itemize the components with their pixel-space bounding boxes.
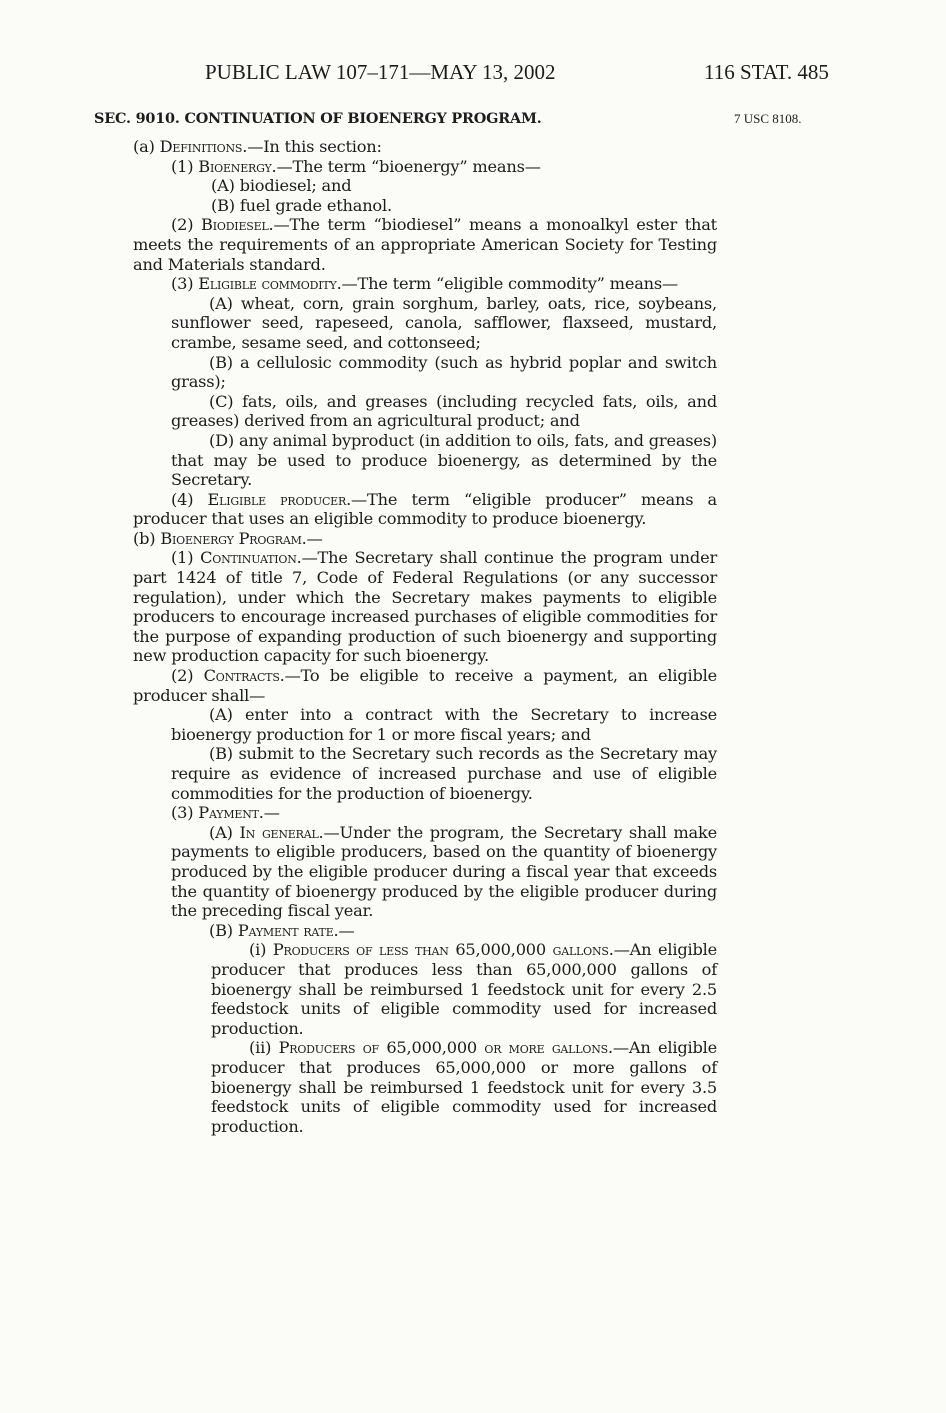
subsection-b-text: —: [306, 528, 323, 548]
paragraph-b3-B-ii: [133, 1038, 717, 1136]
paragraph-a4-label: (4): [171, 489, 208, 509]
paragraph-b2: [133, 666, 717, 705]
paragraph-a3-A: (A) wheat, corn, grain sorghum, barley, oats, rice, soybeans, sunflower seed, rapeseed, canola, safflower, flaxseed, mustard, crambe, sesame seed, and cottonseed;: [171, 293, 717, 352]
paragraph-b3-B-heading: Payment rate.: [237, 920, 339, 940]
paragraph-b3-B-ii-text: —An eligible producer that produces 65,000,000 or more gallons of bioenergy shall be reimbursed 1 feedstock unit for every 3.5 feedstock units of eligible commodity used for increased production.: [211, 1038, 717, 1136]
paragraph-a2-text: —The term “biodiesel” means a monoalkyl ester that meets the requirements of an appropriate American Society for Testing and Materials standard.: [133, 215, 717, 274]
paragraph-b1: [133, 548, 717, 666]
subsection-a-text: —In this section:: [247, 137, 382, 156]
public-law-citation: PUBLIC LAW 107–171—MAY 13, 2002: [205, 60, 556, 84]
paragraph-b3-A: [133, 823, 717, 921]
paragraph-a1-A: (A) biodiesel; and: [211, 176, 352, 196]
paragraph-a2: [133, 215, 717, 274]
usc-margin-note: 7 USC 8108.: [734, 111, 802, 126]
paragraph-a3-label: (3): [171, 274, 199, 294]
paragraph-a3-D: (D) any animal byproduct (in addition to oils, fats, and greases) that may be used to produce bioenergy, as determined by the Secretary.: [171, 430, 717, 490]
paragraph-b3-A-heading: In general.: [239, 822, 324, 842]
paragraph-b3-B-i-text: —An eligible producer that produces less than 65,000,000 gallons of bioenergy shall be reimbursed 1 feedstock unit for every 2.5 feedstock units of eligible commodity used for increased production.: [211, 940, 717, 1038]
paragraph-a1-text: —The term “bioenergy” means—: [276, 156, 541, 176]
paragraph-b3-heading: Payment.: [198, 803, 264, 823]
subsection-a: [133, 137, 717, 157]
paragraph-b3-B-ii-heading: Producers of 65,000,000 or more gallons.: [278, 1038, 613, 1058]
page-header: [0, 60, 946, 90]
subsection-b-heading: Bioenergy Program.: [160, 528, 307, 548]
paragraph-b1-heading: Continuation.: [200, 548, 302, 568]
paragraph-a2-heading: Biodiesel.: [201, 215, 274, 235]
paragraph-b3-label: (3): [171, 803, 199, 823]
paragraph-a1-heading: Bioenergy.: [198, 156, 277, 176]
paragraph-b2-heading: Contracts.: [203, 666, 285, 686]
statute-page-number: 116 STAT. 485: [704, 60, 829, 84]
section-body: [133, 137, 717, 1136]
subsection-b: [133, 529, 717, 549]
paragraph-a3: [133, 274, 717, 294]
paragraph-b2-text: —To be eligible to receive a payment, an eligible producer shall—: [133, 666, 717, 705]
paragraph-a3-heading: Eligible commodity.: [198, 274, 342, 294]
paragraph-b3-A-label: (A): [209, 822, 240, 842]
paragraph-a2-label: (2): [171, 215, 202, 235]
paragraph-a1-label: (1): [171, 156, 199, 176]
paragraph-b3-B-i: [133, 940, 717, 1038]
paragraph-b2-B: (B) submit to the Secretary such records as the Secretary may require as evidence of increased purchase and use of eligible commodities for the production of bioenergy.: [171, 744, 717, 803]
paragraph-a4-heading: Eligible producer.: [207, 489, 352, 509]
section-heading-row: [94, 110, 854, 134]
paragraph-a1-B: (B) fuel grade ethanol.: [211, 195, 392, 215]
subsection-a-label: (a): [133, 137, 160, 156]
paragraph-a3-text: —The term “eligible commodity” means—: [341, 274, 678, 294]
paragraph-b3-text: —: [263, 803, 280, 823]
paragraph-a4: [133, 490, 717, 529]
paragraph-b3: [133, 803, 717, 823]
paragraph-b3-A-text: —Under the program, the Secretary shall make payments to eligible producers, based on the quantity of bioenergy produced by the eligible producer during a fiscal year that exceeds the quantity of bioenergy produced by the eligible producer during the preceding fiscal year.: [171, 822, 718, 921]
paragraph-b3-B-label: (B): [209, 920, 238, 940]
subsection-a-heading: Definitions.: [159, 137, 248, 156]
paragraph-a3-B: (B) a cellulosic commodity (such as hybrid poplar and switch grass);: [171, 352, 717, 392]
paragraph-a4-text: —The term “eligible producer” means a producer that uses an eligible commodity to produce bioenergy.: [133, 489, 717, 529]
paragraph-b2-label: (2): [171, 666, 204, 686]
subsection-b-label: (b): [133, 528, 161, 548]
paragraph-b3-B-i-label: (i): [249, 940, 273, 960]
paragraph-a3-C: (C) fats, oils, and greases (including recycled fats, oils, and greases) derived from an agricultural product; and: [171, 391, 717, 431]
paragraph-b3-B-ii-label: (ii): [249, 1038, 279, 1058]
paragraph-b3-B-i-heading: Producers of less than 65,000,000 gallons.: [272, 940, 614, 960]
paragraph-b3-B-text: —: [338, 920, 355, 940]
paragraph-b1-text: —The Secretary shall continue the program under part 1424 of title 7, Code of Federal Regulations (or any successor regulation), under which the Secretary makes payments to eligible producers to encourage increased purchases of eligible commodities for the purpose of expanding production of such bioenergy and supporting new production capacity for such bioenergy.: [133, 548, 717, 666]
paragraph-b1-label: (1): [171, 548, 201, 568]
paragraph-a1: [133, 157, 717, 177]
section-title: SEC. 9010. CONTINUATION OF BIOENERGY PROGRAM.: [94, 110, 542, 127]
paragraph-b2-A: (A) enter into a contract with the Secretary to increase bioenergy production for 1 or more fiscal years; and: [171, 705, 717, 744]
paragraph-b3-B: [133, 921, 717, 941]
